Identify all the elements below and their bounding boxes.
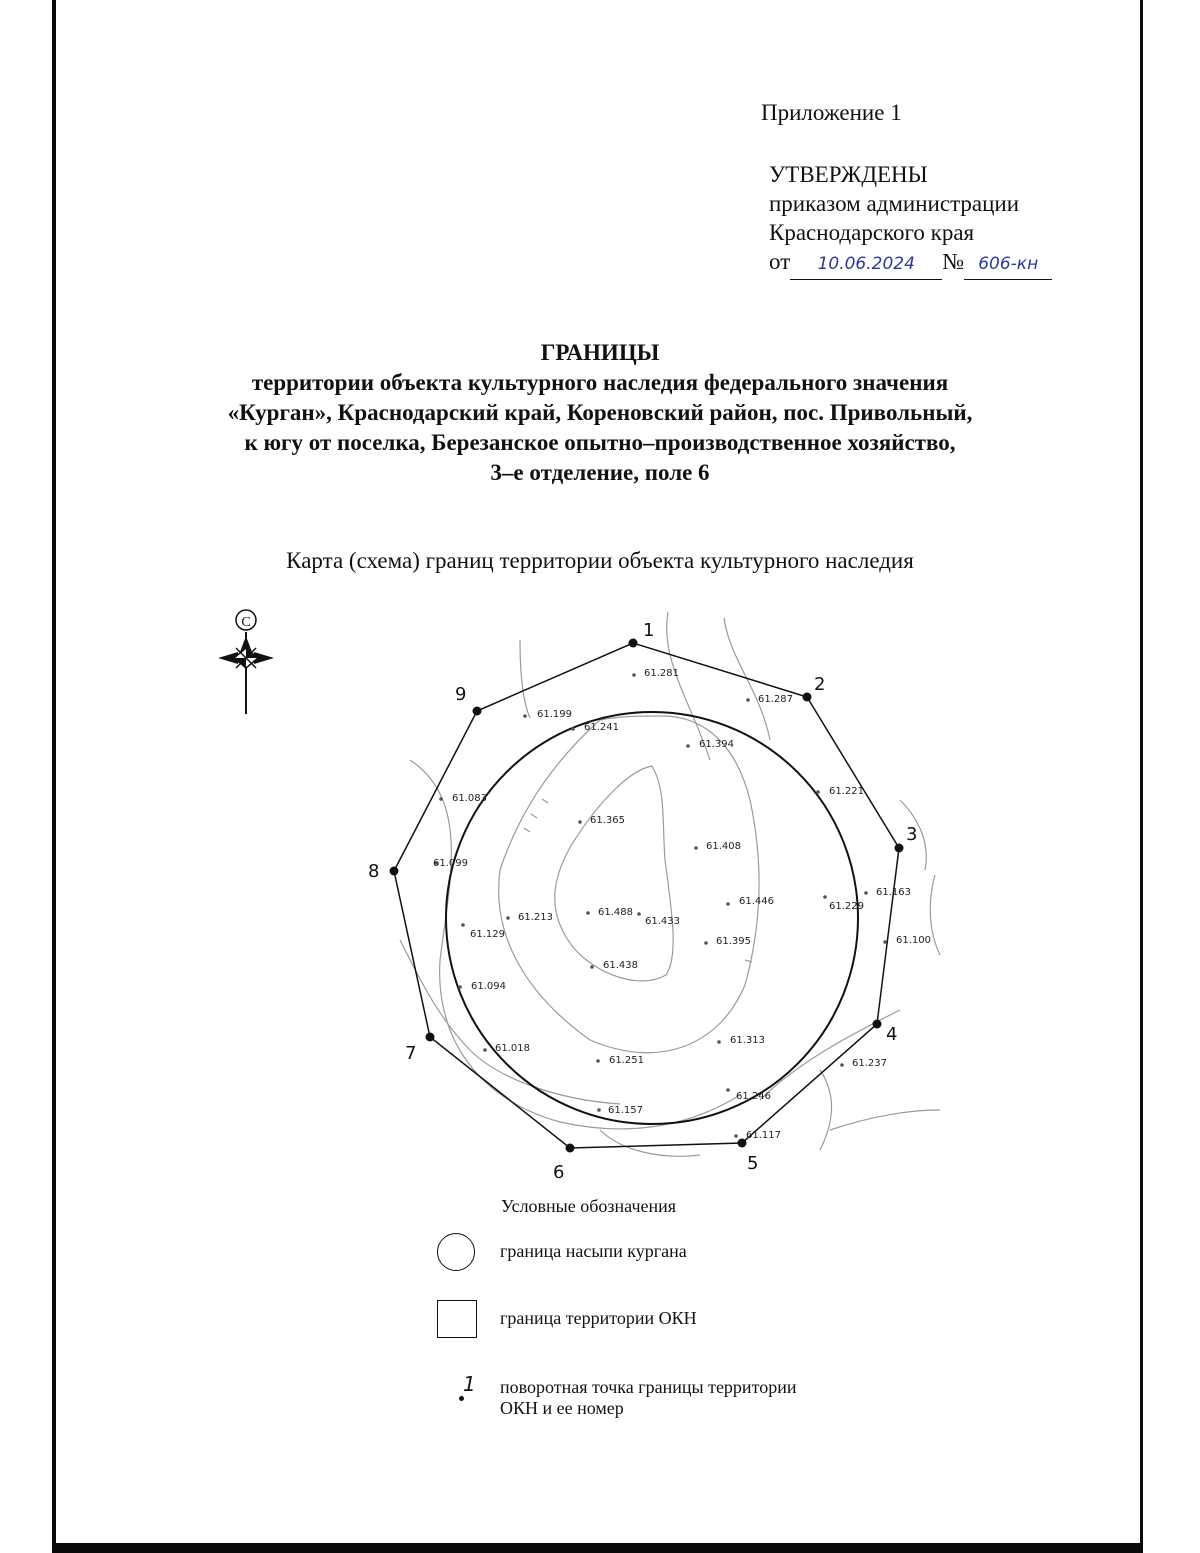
turning-point-4 bbox=[873, 1020, 882, 1029]
elevation-label: 61.287 bbox=[758, 694, 793, 705]
number-value: 606-кн bbox=[964, 250, 1052, 280]
elevation-label: 61.446 bbox=[739, 896, 774, 907]
date-value: 10.06.2024 bbox=[790, 250, 942, 280]
turning-point-7 bbox=[426, 1033, 435, 1042]
order-line-2: Краснодарского края bbox=[769, 220, 975, 245]
point-label-1: 1 bbox=[643, 620, 655, 641]
legend-point-dot-icon bbox=[459, 1396, 464, 1401]
elevation-label: 61.129 bbox=[470, 929, 505, 940]
elevation-label: 61.117 bbox=[746, 1130, 781, 1141]
elevation-label: 61.438 bbox=[603, 960, 638, 971]
turning-point-3 bbox=[895, 844, 904, 853]
elevation-label: 61.281 bbox=[644, 668, 679, 679]
elevation-label: 61.229 bbox=[829, 901, 864, 912]
elevation-label: 61.163 bbox=[876, 887, 911, 898]
elevation-label: 61.394 bbox=[699, 739, 734, 750]
elevation-dots bbox=[434, 673, 887, 1138]
scan-border-left bbox=[52, 0, 56, 1553]
annex-label: Приложение 1 bbox=[761, 100, 902, 125]
elevation-label: 61.408 bbox=[706, 841, 741, 852]
number-prefix: № bbox=[942, 249, 965, 274]
elevation-label: 61.099 bbox=[433, 858, 468, 869]
legend-territory-label: граница территории ОКН bbox=[500, 1308, 697, 1328]
point-label-7: 7 bbox=[405, 1043, 417, 1064]
scan-border-bottom bbox=[52, 1543, 1143, 1553]
turning-point-6 bbox=[566, 1144, 575, 1153]
elevation-label: 61.395 bbox=[716, 936, 751, 947]
point-label-4: 4 bbox=[886, 1024, 898, 1045]
turning-point-1 bbox=[629, 639, 638, 648]
elevation-label: 61.199 bbox=[537, 709, 572, 720]
point-label-9: 9 bbox=[455, 684, 467, 705]
title-line-3: к югу от поселка, Березанское опытно–производственное хозяйство, bbox=[244, 430, 956, 455]
title-line-4: 3–е отделение, поле 6 bbox=[490, 460, 710, 485]
elevation-label: 61.365 bbox=[590, 815, 625, 826]
legend-square-icon bbox=[437, 1300, 477, 1338]
legend-point-label-line-1: поворотная точка границы территории bbox=[500, 1377, 797, 1397]
boundary-map bbox=[360, 600, 960, 1190]
order-line-1: приказом администрации bbox=[769, 191, 1020, 216]
title-heading: ГРАНИЦЫ bbox=[540, 340, 660, 365]
elevation-label: 61.251 bbox=[609, 1055, 644, 1066]
legend-circle-icon bbox=[437, 1233, 475, 1271]
scan-border-right bbox=[1140, 0, 1143, 1553]
elevation-label: 61.213 bbox=[518, 912, 553, 923]
legend-point-label bbox=[500, 1377, 860, 1419]
order-date-row bbox=[769, 247, 1052, 280]
compass-rose-icon bbox=[214, 602, 278, 716]
territory-boundary-polygon bbox=[394, 643, 899, 1148]
elevation-label: 61.018 bbox=[495, 1043, 530, 1054]
point-label-5: 5 bbox=[747, 1153, 759, 1174]
turning-point-8 bbox=[390, 867, 399, 876]
approval-block bbox=[769, 160, 1052, 280]
document-title bbox=[150, 338, 1050, 488]
elevation-label: 61.157 bbox=[608, 1105, 643, 1116]
elevation-label: 61.094 bbox=[471, 981, 506, 992]
elevation-label: 61.083 bbox=[452, 793, 487, 804]
legend-title: Условные обозначения bbox=[501, 1196, 677, 1216]
approved-heading: УТВЕРЖДЕНЫ bbox=[769, 162, 928, 187]
turning-point-2 bbox=[803, 693, 812, 702]
elevation-label: 61.433 bbox=[645, 916, 680, 927]
point-label-3: 3 bbox=[906, 824, 918, 845]
point-label-6: 6 bbox=[553, 1162, 565, 1183]
point-label-2: 2 bbox=[814, 674, 826, 695]
legend-point-label-line-2: ОКН и ее номер bbox=[500, 1398, 624, 1418]
title-line-1: территории объекта культурного наследия федерального значения bbox=[251, 370, 949, 395]
elevation-label: 61.246 bbox=[736, 1091, 771, 1102]
elevation-label: 61.100 bbox=[896, 935, 931, 946]
turning-point-9 bbox=[473, 707, 482, 716]
elevation-label: 61.241 bbox=[584, 722, 619, 733]
elevation-label: 61.237 bbox=[852, 1058, 887, 1069]
map-caption: Карта (схема) границ территории объекта культурного наследия bbox=[286, 548, 914, 573]
title-line-2: «Курган», Краснодарский край, Кореновский район, пос. Привольный, bbox=[227, 400, 973, 425]
compass-north-letter: С bbox=[241, 615, 251, 630]
legend-point-number: 1 bbox=[463, 1372, 476, 1396]
legend-mound-label: граница насыпи кургана bbox=[500, 1241, 687, 1261]
date-prefix: от bbox=[769, 249, 791, 274]
point-label-8: 8 bbox=[368, 861, 380, 882]
elevation-label: 61.313 bbox=[730, 1035, 765, 1046]
elevation-label: 61.488 bbox=[598, 907, 633, 918]
elevation-label: 61.221 bbox=[829, 786, 864, 797]
